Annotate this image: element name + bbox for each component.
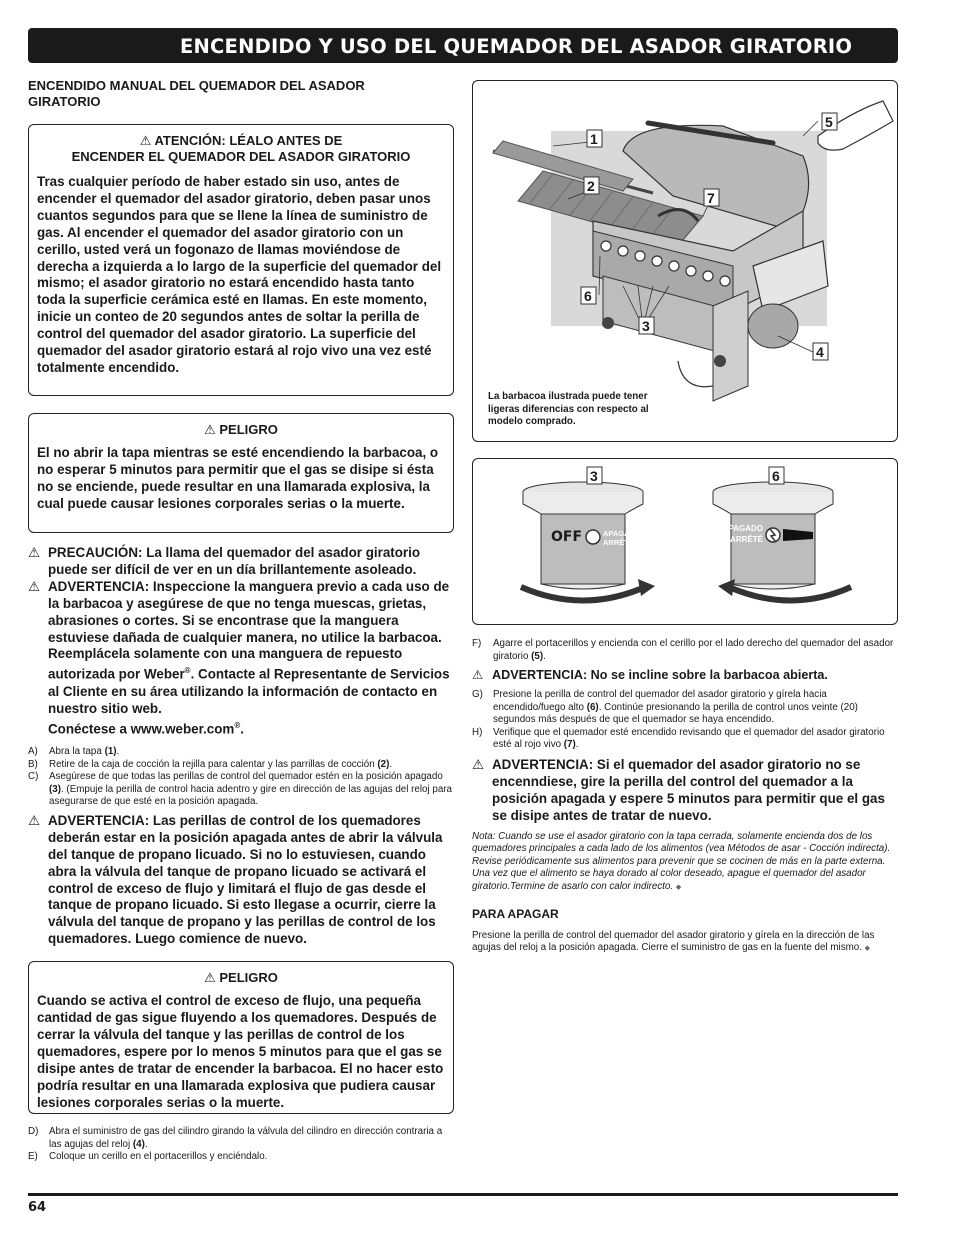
knob-arrete-label: ARRÊTÉ (603, 538, 634, 547)
knob-on-apagado-label: APAGADO (722, 524, 763, 533)
step-g: G) Presione la perilla de control del quemador del asador giratorio y gírela hacia encendido/fuego alto (6). Continúe presionando la perilla de control unos veinte (20) segundos más después de que el quemador se haya encendido. (472, 689, 858, 726)
attention-box (28, 124, 454, 396)
knob-callout-3: 3 (590, 468, 598, 484)
knob-on-arrete-label: ARRÊTÉ (730, 535, 763, 544)
knob-drawing (473, 459, 899, 626)
warning-icon: ⚠ (204, 422, 216, 437)
turn-off-heading: PARA APAGAR (472, 906, 559, 921)
warning-icon: ⚠ (472, 668, 484, 683)
end-mark-icon: ◆ (675, 884, 682, 892)
step-a: A) Abra la tapa (1). (28, 745, 120, 757)
right-column (472, 80, 898, 956)
danger-body: Cuando se activa el control de exceso de flujo, una pequeña cantidad de gas sigue fluyendo a los quemadores. Después de cerrar la válvula del tanque y las perillas de control de los quemadores, espere por lo menos 5 minutos para que el gas se disipe antes de tratar de encender la barbacoa. El no hacer esto podría resultar en una llamarada explosiva que pudiera causar lesiones corporales serias o la muerte. (37, 993, 444, 1110)
callout-7: 7 (707, 190, 715, 206)
callout-4: 4 (816, 344, 824, 360)
step-c: C) Asegúrese de que todas las perillas de control del quemador estén en la posición apagado (3). (Empuje la perilla de control hacia adentro y gire en dirección de las agujas del reloj para asegurarse de que esté en la posición apagada. (28, 771, 452, 808)
turn-off-body: Presione la perilla de control del quemador del asador giratorio y gírela en la dirección de las agujas del reloj a la posición apagada. Cierre el suministro de gas en la fuente del mismo. ◆ (472, 929, 875, 954)
knob-off-label: OFF (551, 529, 583, 545)
section-heading-manual-lighting: ENCENDIDO MANUAL DEL QUEMADOR DEL ASADOR GIRATORIO (28, 78, 365, 109)
warning-icon: ⚠ (28, 812, 41, 828)
warning-icon: ⚠ (28, 545, 41, 560)
step-d: D) Abra el suministro de gas del cilindro girando la válvula del cilindro en dirección contraria a las agujas del reloj (4). (28, 1126, 443, 1150)
warning-no-light: ⚠ ADVERTENCIA: Si el quemador del asador giratorio no se encenndiese, gire la perilla del control del quemador a la posición apagada y espere 5 minutos para permitir que el gas se disipe antes de tratar de nuevo. (472, 757, 885, 823)
page-number: 64 (28, 1200, 47, 1215)
warning-icon: ⚠ (28, 578, 41, 594)
warning-knobs-off: ⚠ ADVERTENCIA: Las perillas de control de los quemadores deberán estar en la posición apagada antes de abrir la válvula del tanque de propano licuado. Si no lo estuviesen, cuando abra la válvula del tanque de propano licuado se activará el control de exceso de flujo y limitará el flujo de gas desde el tanque de propano licuado. Si esto llegase a ocurrir, cierre la válvula del tanque de propano y las perillas de control de los quemadores. Luego comience de nuevo. (28, 812, 443, 947)
step-f: F) Agarre el portacerillos y encienda con el cerillo por el lado derecho del quemador del asador giratorio (5). (472, 638, 894, 662)
warning-icon: ⚠ (204, 970, 216, 986)
danger-title: ⚠ PELIGRO (204, 422, 278, 437)
callout-2: 2 (587, 178, 595, 194)
step-b: B) Retire de la caja de cocción la rejilla para calentar y las parrillas de cocción (2). (28, 758, 393, 770)
callout-5: 5 (825, 114, 833, 130)
warning-hose-inspection: ⚠ ADVERTENCIA: Inspeccione la manguera previo a cada uso de la barbacoa y asegúrese de que no tenga muescas, grietas, abrasiones o cortes. Si se encontrase que la manguera estuviese dañada de cualquier manera, no utilice la barbacoa. Reemplácela solamente con una manguera de repuesto autorizada por Weber®. Contacte al Representante de Servicios al Cliente en su área utilizando la información de contacto en nuestro sitio web. Conéctese a www.weber.com®. (28, 578, 450, 736)
callout-1: 1 (590, 131, 598, 147)
callout-3: 3 (642, 318, 650, 334)
danger-box-2 (28, 961, 454, 1114)
steps-a-to-c (28, 746, 454, 809)
danger-box-1 (28, 413, 454, 533)
grill-drawing (473, 81, 899, 443)
caution-list (28, 545, 454, 738)
caution-flame-visibility: ⚠ PRECAUCIÓN: La llama del quemador del asador giratorio puede ser difícil de ver en un día brillantemente asoleado. (28, 545, 421, 577)
page-title: ENCENDIDO Y USO DEL QUEMADOR DEL ASADOR GIRATORIO (28, 28, 898, 63)
warning-icon: ⚠ (472, 757, 485, 773)
knob-illustration (472, 458, 898, 625)
steps-g-h (472, 689, 898, 752)
warning-lean: ⚠ ADVERTENCIA: No se incline sobre la barbacoa abierta. (472, 668, 828, 683)
grill-illustration (472, 80, 898, 442)
figure-caption: La barbacoa ilustrada puede tener ligeras diferencias con respecto al modelo comprado. (488, 391, 649, 428)
rotisserie-note: Nota: Cuando se use el asador giratorio con la tapa cerrada, solamente encienda dos de los quemadores principales a cada lado de los alimentos (vea Métodos de asar - Cocción indirecta). Revise periódicamente sus alimentos para prevenir que se cocinen de más en la parte externa. Una vez que el alimento se haya dorado al color deseado, apague el quemador del asador giratorio.Termine de asarlo con calor indirecto. ◆ (472, 830, 891, 893)
attention-body: Tras cualquier período de haber estado sin uso, antes de encender el quemador del asador giratorio, deben pasar unos cuantos segundos para que se llene la línea de suministro de gas. Al encender el quemador del asador giratorio con un cerillo, usted verá un fogonazo de llamas moviéndose de derecha a izquierda a lo largo de la superficie del quemador del mismo; el asador giratorio no estará encendido hasta tanto toda la superficie cerámica esté en llamas. En este momento, inicie un conteo de 20 segundos antes de soltar la perilla de control del quemador del asador giratorio. La superficie del quemador del asador giratorio estará al rojo vivo una vez esté totalmente encendido. (37, 174, 442, 375)
danger-title: ⚠ PELIGRO (204, 970, 278, 986)
footer-divider (28, 1193, 898, 1196)
end-mark-icon: ◆ (864, 945, 871, 953)
knob-apagado-label: APAGADO (603, 529, 641, 538)
step-e: E) Coloque un cerillo en el portacerillos y enciéndalo. (28, 1151, 268, 1163)
step-h: H) Verifique que el quemador esté encendido revisando que el quemador del asador giratorio esté al rojo vivo (7). (472, 726, 885, 751)
knob-callout-6: 6 (772, 468, 780, 484)
left-column (28, 78, 454, 1164)
danger-body: El no abrir la tapa mientras se esté encendiendo la barbacoa, o no esperar 5 minutos para permitir que el gas se disipe si ésta no se enciende, puede resultar en una llamarada explosiva, la cual puede causar lesiones corporales serias o la muerte. (37, 445, 439, 511)
warning-icon: ⚠ (139, 133, 152, 148)
callout-6: 6 (584, 288, 592, 304)
attention-title: ⚠ ATENCIÓN: LÉALO ANTES DE ENCENDER EL QUEMADOR DEL ASADOR GIRATORIO (71, 133, 411, 164)
steps-d-e (28, 1126, 454, 1164)
